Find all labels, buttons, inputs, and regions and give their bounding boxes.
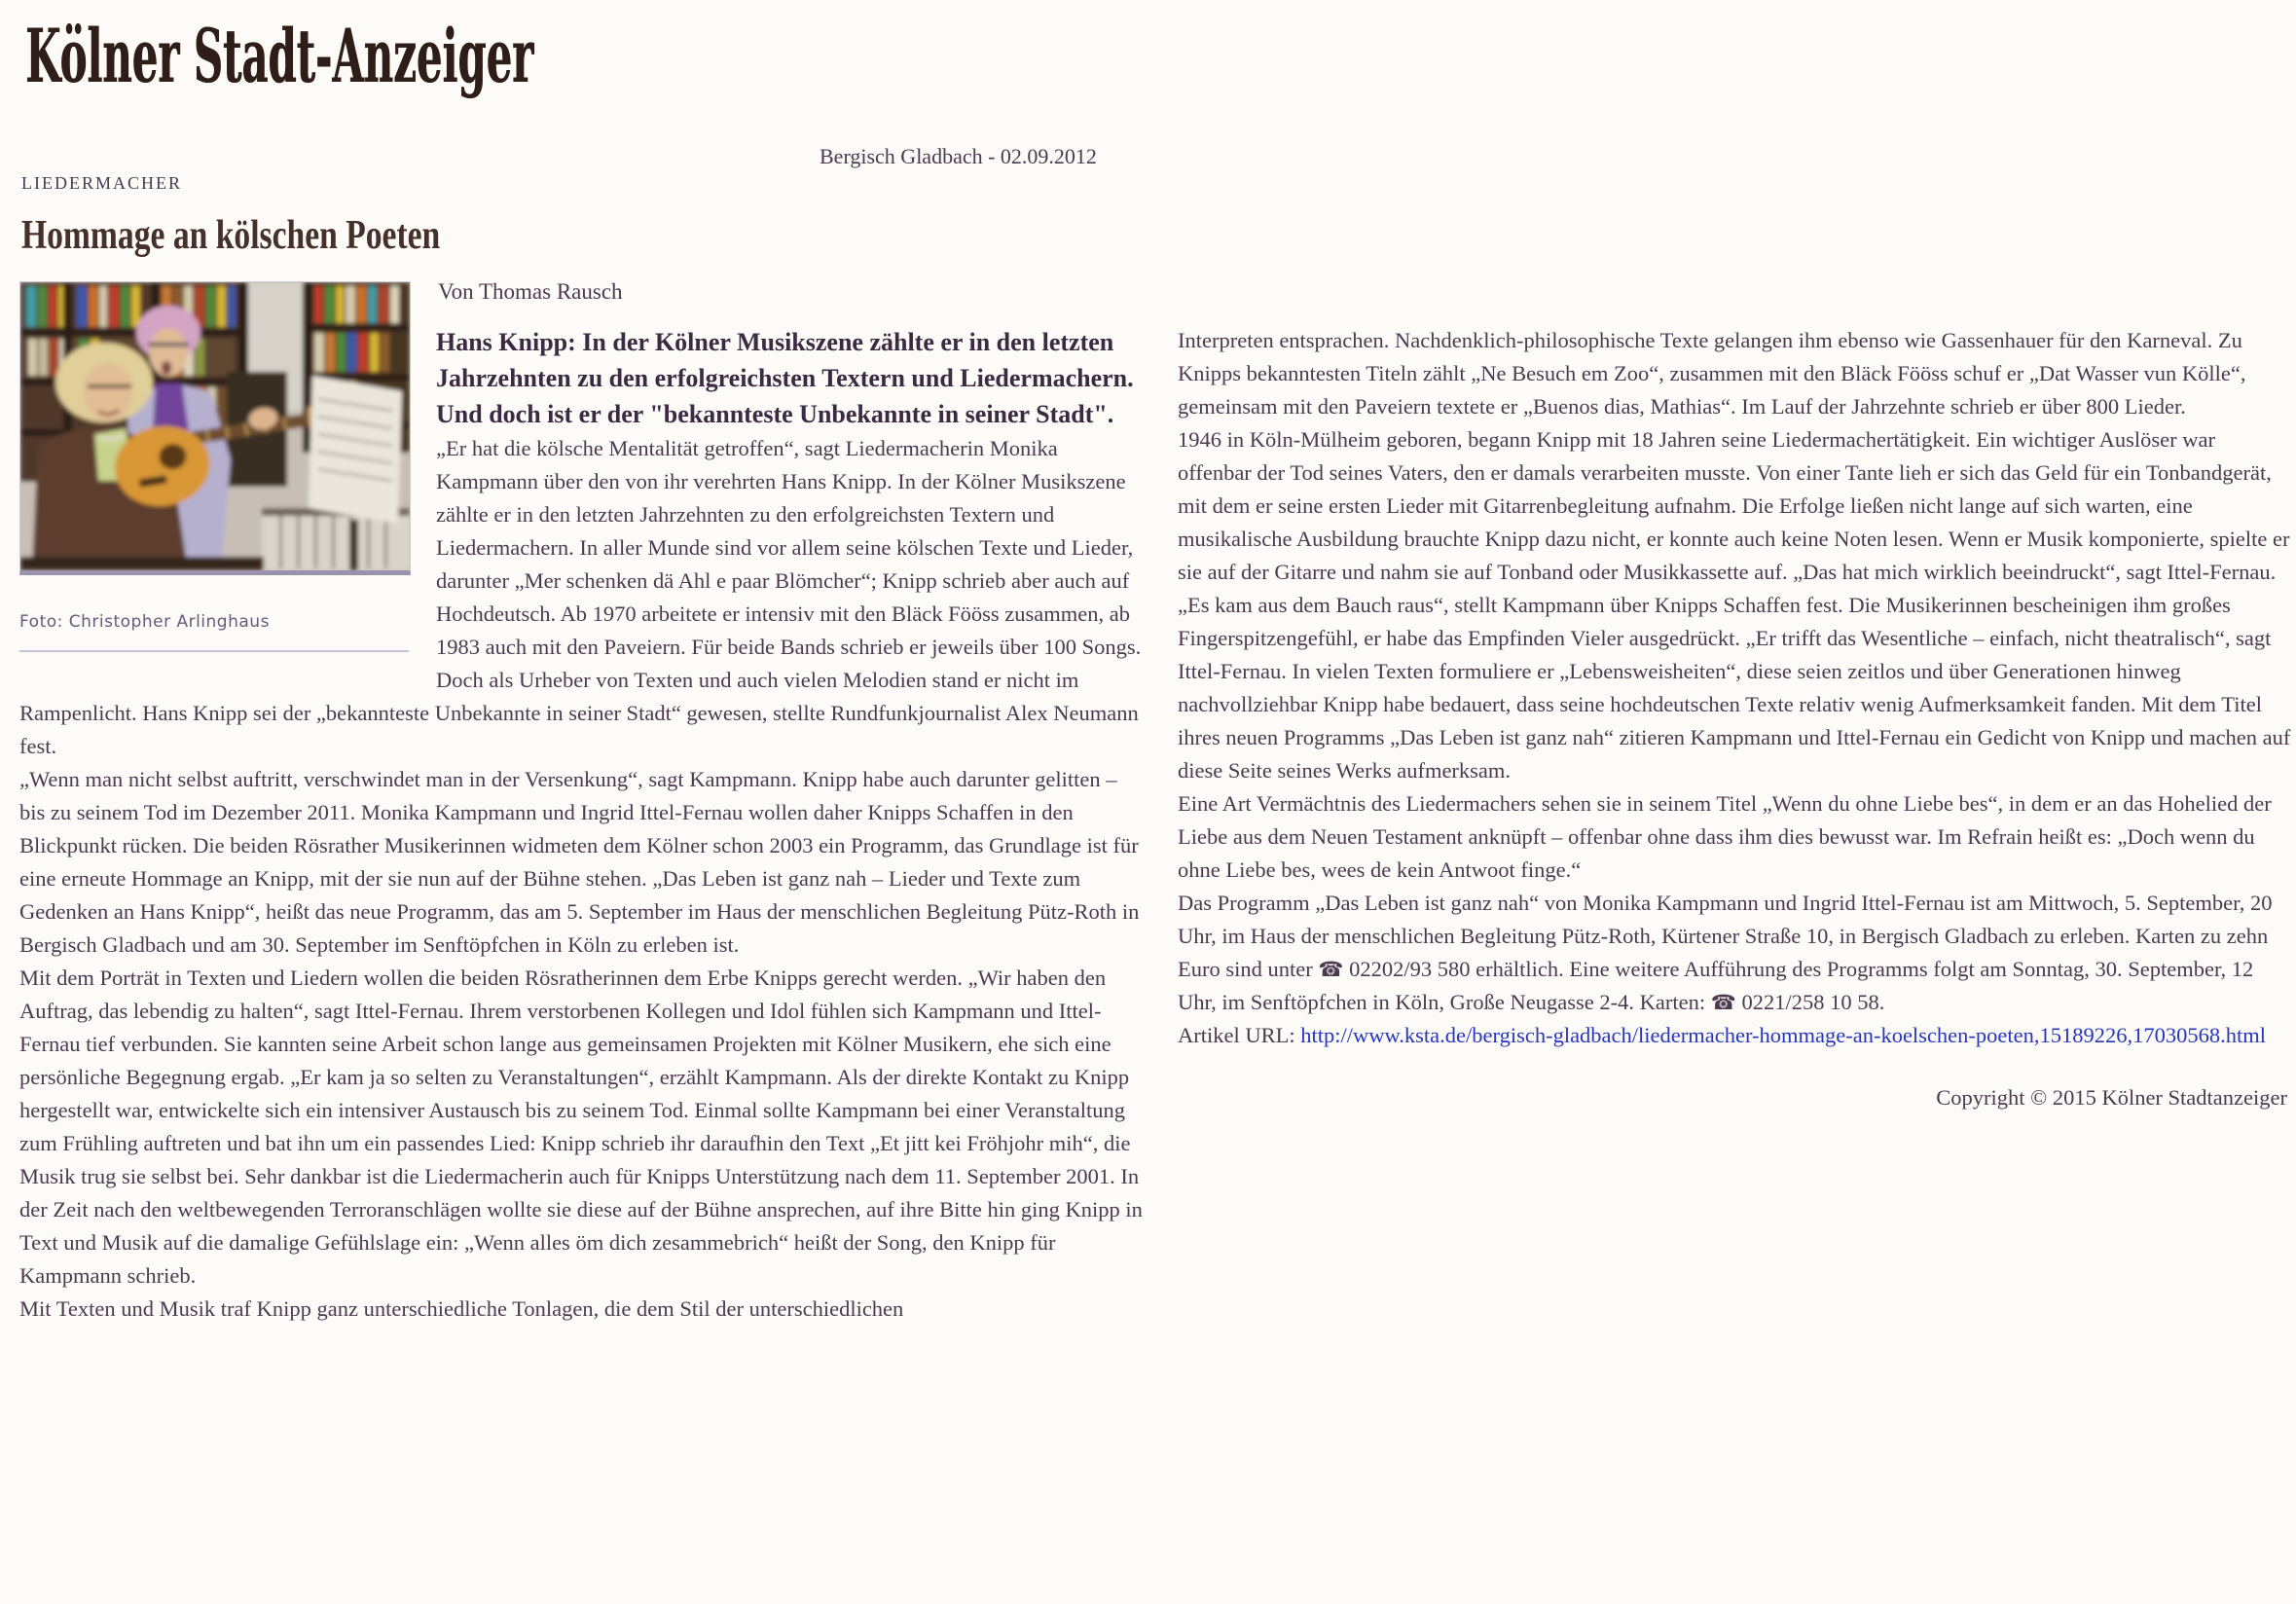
- article-byline: Von Thomas Rausch: [438, 279, 623, 304]
- body-paragraph: 1946 in Köln-Mülheim geboren, begann Knipp mit 18 Jahren seine Liedermachertätigkeit. Ein wichtiger Auslöser war offenbar der Tod seines Vaters, den er damals verarbeiten musste. Von einer Tante lieh er sich das Geld für ein Tonbandgerät, mit dem er seine ersten Lieder mit Gitarrenbegleitung aufnahm. Die Erfolge ließen nicht lange auf sich warten, eine musikalische Ausbildung brauchte Knipp dazu nicht, er konnte auch keine Noten lesen. Wenn er Musik komponierte, spielte er sie auf der Gitarre und nahm sie auf Tonband oder Musikkassette auf. „Das hat mich wirklich beeindruckt“, sagt Ittel-Fernau. „Es kam aus dem Bauch raus“, stellt Kampmann über Knipps Schaffen fest. Die Musikerinnen bescheinigen ihm großes Fingerspitzengefühl, er habe das Empfinden Vieler ausgedrückt. „Er trifft das Wesentliche – einfach, nicht theatralisch“, sagt Ittel-Fernau. In vielen Texten formuliere er „Lebensweisheiten“, diese seien zeitlos und über Generationen hinweg nachvollziehbar Knipp habe bedauert, dass seine hochdeutschen Texte relativ wenig Aufmerksamkeit fanden. Mit dem Titel ihres neuen Programms „Das Leben ist ganz nah“ zitieren Kampmann und Ittel-Fernau ein Gedicht von Knipp und machen auf diese Seite seines Werks aufmerksam.: [1178, 427, 2291, 783]
- newspaper-masthead-logo: Kölner Stadt-Anzeiger: [25, 13, 534, 99]
- article-url-line: [1178, 1019, 2293, 1052]
- body-paragraph: „Er hat die kölsche Mentalität getroffen“, sagt Liedermacherin Monika Kampmann über den von ihr verehrten Hans Knipp. In der Kölner Musikszene zählte er in den letzten Jahrzehnten zu den erfolgreichsten Textern und Liedermachern. In aller Munde sind vor allem seine kölschen Texte und Lieder, darunter „Mer schenken dä Ahl e paar Blömcher“; Knipp schrieb aber auch auf Hochdeutsch. Ab 1970 arbeitete er intensiv mit den Bläck Fööss zusammen, ab 1983 auch mit den Paveiern. Für beide Bands schrieb er jeweils über 100 Songs. Doch als Urheber von Texten und auch vielen Melodien stand er nicht im Rampenlicht. Hans Knipp sei der „bekannteste Unbekannte in seiner Stadt“ gewesen, stellte Rundfunkjournalist Alex Neumann fest.: [19, 436, 1142, 758]
- phone-number: 0221/258 10 58.: [1735, 990, 1885, 1014]
- caption-divider: [19, 650, 409, 652]
- copyright-notice: Copyright © 2015 Kölner Stadtanzeiger: [1936, 1085, 2287, 1110]
- article-photo: [19, 281, 411, 575]
- article-url-label: Artikel URL:: [1178, 1023, 1301, 1047]
- program-info-paragraph: [1178, 887, 2293, 1019]
- article-photo-figure: [19, 281, 411, 652]
- body-paragraph: „Wenn man nicht selbst auftritt, verschwindet man in der Versenkung“, sagt Kampmann. Knipp habe auch darunter gelitten – bis zu seinem Tod im Dezember 2011. Monika Kampmann und Ingrid Ittel-Fernau wollen daher Knipps Schaffen in den Blickpunkt rücken. Die beiden Rösrather Musikerinnen widmeten dem Kölner schon 2003 ein Programm, das Grundlage ist für eine erneute Hommage an Knipp, mit der sie nun auf der Bühne stehen. „Das Leben ist ganz nah – Lieder und Texte zum Gedenken an Hans Knipp“, heißt das neue Programm, das am 5. September im Haus der menschlichen Begleitung Pütz-Roth in Bergisch Gladbach und am 30. September im Senftöpfchen in Köln zu erleben ist.: [19, 767, 1140, 957]
- article-headline: Hommage an kölschen Poeten: [21, 213, 441, 258]
- program-text: Das Programm „Das Leben ist ganz nah“ von Monika Kampmann und Ingrid Ittel-Fernau ist am Mittwoch, 5. September, 20 Uhr, im Haus der menschlichen Begleitung Pütz-Roth, Kürtener Straße 10, in Bergisch Gladbach zu erleben. Karten zu zehn Euro sind unter: [1178, 891, 2273, 981]
- body-paragraph: Eine Art Vermächtnis des Liedermachers sehen sie in seinem Titel „Wenn du ohne Liebe bes“, in dem er an das Hohelied der Liebe aus dem Neuen Testament anknüpft – offenbar ohne dass ihm dies bewusst war. Im Refrain heißt es: „Doch wenn du ohne Liebe bes, wees de kein Antwoot finge.“: [1178, 791, 2272, 882]
- phone-icon: ☎: [1318, 958, 1344, 981]
- phone-icon: ☎: [1710, 991, 1736, 1014]
- article-right-column: [1178, 324, 2293, 1114]
- body-paragraph: Interpreten entsprachen. Nachdenklich-philosophische Texte gelangen ihm ebenso wie Gassenhauer für den Karneval. Zu Knipps bekanntesten Titeln zählt „Ne Besuch em Zoo“, zusammen mit den Bläck Fööss schuf er „Dat Wasser vun Kölle“, gemeinsam mit den Paveiern textete er „Buenos dias, Mathias“. Im Lauf der Jahrzehnte schrieb er über 800 Lieder.: [1178, 328, 2246, 419]
- program-text: erhältlich. Eine weitere Aufführung des Programms folgt am Sonntag, 30. September, 12 Uhr, im Senftöpfchen in Köln, Große Neugasse 2-4. Karten:: [1178, 957, 2254, 1014]
- phone-number: 02202/93 580: [1343, 957, 1471, 981]
- body-paragraph: Mit Texten und Musik traf Knipp ganz unterschiedliche Tonlagen, die dem Stil der unterschiedlichen: [19, 1296, 904, 1321]
- dateline: Bergisch Gladbach - 02.09.2012: [820, 144, 1097, 168]
- body-paragraph: Mit dem Porträt in Texten und Liedern wollen die beiden Rösratherinnen dem Erbe Knipps gerecht werden. „Wir haben den Auftrag, das lebendig zu halten“, sagt Ittel-Fernau. Ihrem verstorbenen Kollegen und Idol fühlen sich Kampmann und Ittel-Fernau tief verbunden. Sie kannten seine Arbeit schon lange aus gemeinsamen Projekten mit Kölner Musikern, ehe sich eine persönliche Begegnung ergab. „Er kam ja so selten zu Veranstaltungen“, erzählt Kampmann. Als der direkte Kontakt zu Knipp hergestellt war, entwickelte sich ein intensiver Austausch bis zu seinem Tod. Einmal sollte Kampmann bei einer Veranstaltung zum Frühling auftreten und bat ihn um ein passendes Lied: Knipp schrieb ihr daraufhin den Text „Et jitt kei Fröhjohr mih“, die Musik trug sie selbst bei. Sehr dankbar ist die Liedermacherin auch für Knipps Unterstützung nach dem 11. September 2001. In der Zeit nach den weltbewegenden Terroranschlägen wollte sie diese auf der Bühne ansprechen, auf ihre Bitte hin ging Knipp in Text und Musik auf die damalige Gefühlslage ein: „Wenn alles öm dich zesammebrich“ heißt der Song, den Knipp für Kampmann schrieb.: [19, 966, 1143, 1288]
- article-url-link[interactable]: http://www.ksta.de/bergisch-gladbach/liedermacher-hommage-an-koelschen-poeten,15189226,17030568.html: [1300, 1023, 2267, 1047]
- section-kicker: LIEDERMACHER: [21, 173, 182, 193]
- article-left-column: [19, 281, 1145, 1326]
- article-lede: Hans Knipp: In der Kölner Musikszene zählte er in den letzten Jahrzehnten zu den erfolgreichsten Textern und Liedermachern. Und doch ist er der "bekannteste Unbekannte in seiner Stadt".: [436, 328, 1134, 428]
- photo-caption: Foto: Christopher Arlinghaus: [19, 612, 270, 632]
